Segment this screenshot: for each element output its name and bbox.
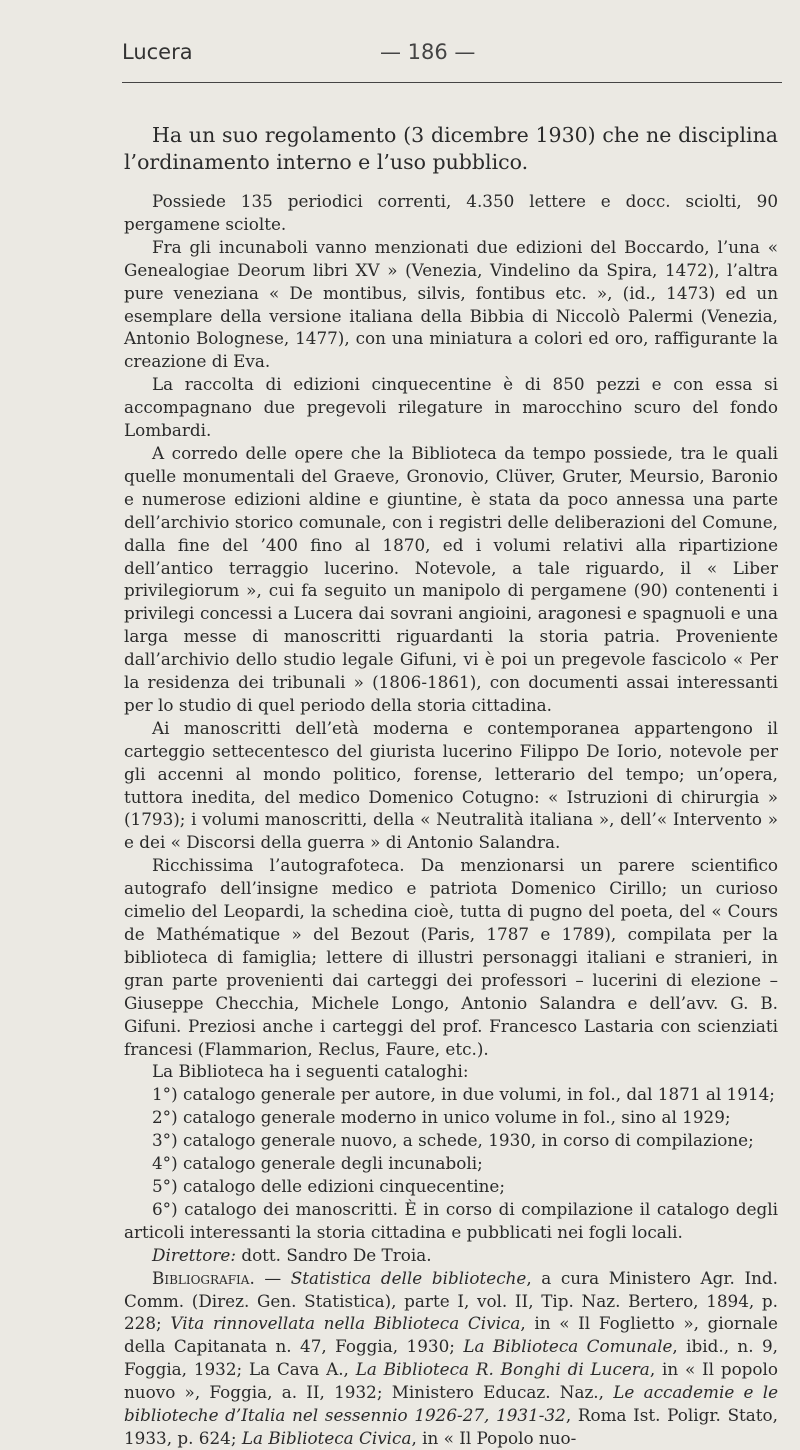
bib-title: Le accademie e le biblioteche d’Italia nel sessennio 1926-27, 1931-32 [124, 1382, 778, 1426]
bib-text: , ibid., n. 9, Foggia, 1932; La Cava A., [124, 1336, 778, 1380]
catalog-item: 6°) catalogo dei manoscritti. È in corso di compilazione il catalogo degli articoli interessanti la storia cittadina e pubblicati nei fogli locali. [124, 1198, 778, 1242]
bib-title: Statistica delle biblioteche [290, 1267, 527, 1288]
main-text [124, 190, 778, 1450]
bib-text: , in « Il popolo nuovo », Foggia, a. II, 1932; Ministero Educaz. Naz., [124, 1359, 778, 1403]
paragraph: Ricchissima l’autografoteca. Da menzionarsi un parere scientifico autografo dell’insigne medico e patriota Domenico Cirillo; un curioso cimelio del Leopardi, la schedina cioè, tutta di pugno del poeta, del « Cours de Mathématique » del Bezout (Paris, 1787 e 1789), compilata per la biblioteca di famiglia; lettere di illustri personaggi italiani e stranieri, in gran parte provenienti dai carteggi dei professori – lucerini di elezione – Giuseppe Checchia, Michele Longo, Antonio Salandra e dell’avv. G. B. Gifuni. Preziosi anche i carteggi del prof. Francesco Lastaria con scienziati francesi (Flammarion, Reclus, Faure, etc.). [124, 855, 778, 1059]
running-head [122, 40, 782, 72]
bib-text: , in « Il Popolo nuo- [411, 1427, 577, 1448]
bib-title: La Biblioteca Comunale [463, 1336, 673, 1357]
catalog-item: 3°) catalogo generale nuovo, a schede, 1930, in corso di compilazione; [152, 1130, 754, 1151]
page-number: — 186 — [380, 40, 476, 64]
lead-paragraph: Ha un suo regolamento (3 dicembre 1930) che ne disciplina l’ordinamento interno e l’uso pubblico. [124, 123, 778, 174]
bibliography-label: Bibliografia. [152, 1267, 255, 1288]
bib-text: , Roma Ist. Poligr. Stato, 1933, p. 624; [124, 1405, 778, 1448]
body-text [124, 122, 778, 1450]
running-head-title: Lucera [122, 40, 193, 64]
catalog-item: 1°) catalogo generale per autore, in due volumi, in fol., dal 1871 al 1914; [152, 1084, 775, 1105]
paragraph: Ai manoscritti dell’età moderna e contemporanea appartengono il carteggio settecentesco del giurista lucerino Filippo De Iorio, notevole per gli accenni al mondo politico, forense, letterario del tempo; un’opera, tuttora inedita, del medico Domenico Cotugno: « Istruzioni di chirurgia » (1793); i volumi manoscritti, della « Neutralità italiana », dell’« Intervento » e dei « Discorsi della guerra » di Antonio Salandra. [124, 717, 778, 853]
bib-text: , in « Il Foglietto », giornale della Capitanata n. 47, Foggia, 1930; [124, 1313, 778, 1357]
director-line [124, 1244, 778, 1267]
bib-title: La Biblioteca R. Bonghi di Lucera [355, 1359, 650, 1380]
catalog-item: 2°) catalogo generale moderno in unico volume in fol., sino al 1929; [152, 1107, 731, 1128]
bib-text: — [254, 1267, 291, 1288]
paragraph: A corredo delle opere che la Biblioteca da tempo possiede, tra le quali quelle monumentali del Graeve, Gronovio, Clüver, Gruter, Meursio, Baronio e numerose edizioni aldine e giuntine, è stata da poco annessa una parte dell’archivio storico comunale, con i registri delle deliberazioni del Comune, dalla fine del ’400 fino al 1870, ed i volumi relativi alla ripartizione dell’antico terraggio lucerino. Notevole, a tale riguardo, il « Liber privilegiorum », cui fa seguito un manipolo di pergamene (90) contenenti i privilegi concessi a Lucera dai sovrani angioini, aragonesi e spagnuoli e una larga messe di manoscritti riguardanti la storia patria. Proveniente dall’archivio dello studio legale Gifuni, vi è poi un pregevole fascicolo « Per la residenza dei tribunali » (1806-1861), con documenti assai interessanti per lo studio di quel periodo della storia cittadina. [124, 442, 778, 715]
header-rule [122, 82, 782, 83]
catalog-item: 5°) catalogo delle edizioni cinquecentine; [152, 1175, 505, 1196]
paragraph: La raccolta di edizioni cinquecentine è di 850 pezzi e con essa si accompagnano due pregevoli rilegature in marocchino scuro del fondo Lombardi. [124, 374, 778, 441]
bib-title: La Biblioteca Civica [241, 1427, 412, 1448]
bib-title: Vita rinnovellata nella Biblioteca Civica [170, 1313, 521, 1334]
paragraph: La Biblioteca ha i seguenti cataloghi: [152, 1061, 469, 1082]
catalog-item: 4°) catalogo generale degli incunaboli; [152, 1153, 483, 1174]
bib-text: , a cura Ministero Agr. Ind. Comm. (Direz. Gen. Statistica), parte I, vol. II, Tip. Naz. Bertero, 1894, p. 228; [124, 1267, 778, 1334]
paragraph: Fra gli incunaboli vanno menzionati due edizioni del Boccardo, l’una « Genealogiae Deorum libri XV » (Venezia, Vindelino da Spira, 1472), l’altra pure veneziana « De montibus, silvis, fontibus etc. », (id., 1473) ed un esemplare della versione italiana della Bibbia di Niccolò Palermi (Venezia, Antonio Bolognese, 1477), con una miniatura a colori ed oro, raffigurante la creazione di Eva. [124, 236, 778, 372]
paragraph: Possiede 135 periodici correnti, 4.350 lettere e docc. sciolti, 90 pergamene sciolte. [124, 191, 778, 234]
director-name: dott. Sandro De Troia. [241, 1244, 432, 1265]
director-label: Direttore: [152, 1244, 236, 1265]
bibliography [124, 1267, 778, 1450]
